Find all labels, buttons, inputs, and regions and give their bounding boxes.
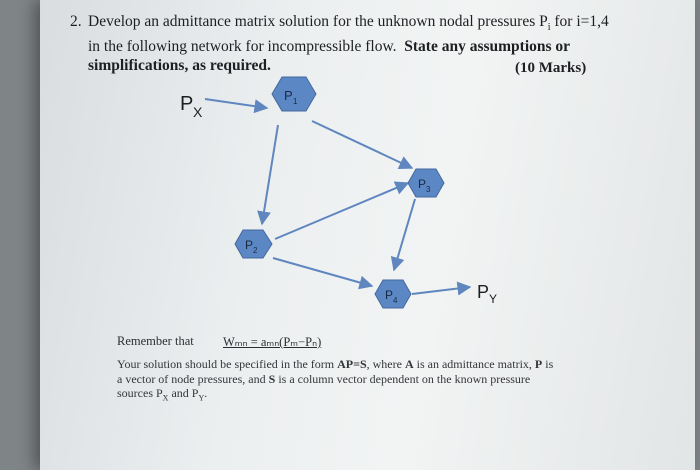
source-label-px — [180, 93, 203, 120]
solution-instructions: Your solution should be specified in the form AP=S, where A is an admittance matrix, P is a vector of node pressures, and S is a column vector dependent on the known pressure sources $P_X$ and $P_Y$. — [117, 357, 554, 403]
edge-p3-p4 — [394, 199, 415, 270]
node-p1 — [272, 77, 316, 111]
svg-text:X: X — [193, 104, 203, 120]
question-line-1: Develop an admittance matrix solution for the unknown nodal pressures $P_i$ for i=1,4 — [88, 13, 609, 34]
node-p4 — [375, 280, 411, 308]
edge-p2-p3 — [275, 183, 408, 239]
svg-text:P: P — [477, 282, 490, 302]
svg-text:P: P — [245, 238, 254, 252]
worksheet-page — [40, 0, 695, 470]
svg-text:P: P — [284, 88, 293, 103]
svg-text:P: P — [418, 177, 427, 191]
question-number: 2. — [70, 13, 82, 30]
marks-label: (10 Marks) — [515, 60, 587, 76]
node-p2 — [235, 230, 272, 258]
svg-text:P: P — [180, 93, 194, 115]
svg-text:P: P — [385, 288, 394, 302]
edge-p4-py — [412, 287, 470, 294]
question-line-2: in the following network for incompressible flow. State any assumptions or — [88, 38, 571, 56]
edge-p1-p3 — [312, 121, 412, 168]
svg-text:4: 4 — [393, 296, 398, 305]
remember-text: Remember that — [117, 334, 194, 348]
svg-text:2: 2 — [253, 246, 258, 255]
edge-px-p1 — [205, 99, 267, 108]
flow-equation: Wₘₙ = aₘₙ(Pₘ−Pₙ) — [223, 335, 322, 349]
sink-label-py — [477, 282, 497, 306]
svg-text:1: 1 — [293, 97, 298, 106]
edge-p1-p2 — [262, 125, 278, 224]
svg-text:Y: Y — [489, 292, 498, 306]
edge-p2-p4 — [273, 258, 372, 286]
node-p3 — [408, 169, 444, 197]
svg-text:3: 3 — [426, 185, 431, 194]
question-line-3: simplifications, as required. — [88, 57, 271, 75]
